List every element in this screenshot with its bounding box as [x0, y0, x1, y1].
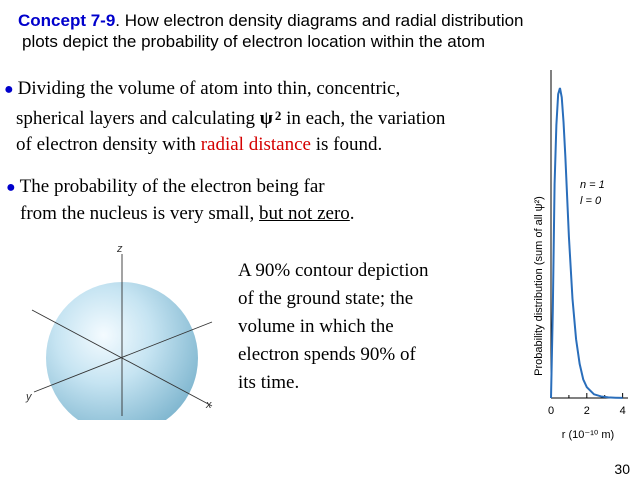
- caption-line: electron spends 90% of: [238, 344, 416, 365]
- annotation-l: l = 0: [580, 195, 602, 207]
- bullet-dot-icon: ●: [4, 81, 14, 98]
- title-line1: . How electron density diagrams and radial distribution: [115, 11, 524, 30]
- chart-ylabel: Probability distribution (sum of all ψ²): [533, 196, 545, 376]
- chart-x-tick-label: 2: [583, 405, 590, 417]
- slide-title: [18, 10, 638, 52]
- caption-line: volume in which the: [238, 316, 394, 337]
- chart-xlabel: r (10⁻¹⁰ m): [561, 429, 615, 441]
- caption-line: its time.: [238, 372, 300, 393]
- sphere-caption: [238, 257, 488, 397]
- caption-line: A 90% contour depiction: [238, 260, 429, 281]
- bullet-1-line2-post: in each, the variation: [281, 108, 446, 129]
- not-zero-term: but not zero: [259, 203, 350, 224]
- x-axis-label: x: [206, 399, 212, 411]
- page-number: 30: [614, 461, 630, 477]
- bullet-dot-icon: ●: [6, 179, 16, 196]
- bullet-1: [4, 76, 534, 158]
- bullet-1-line3-post: is found.: [310, 134, 383, 155]
- annotation-n: n = 1: [580, 179, 605, 191]
- psi-symbol: ψ: [259, 108, 273, 129]
- bullet-2-line2-post: .: [349, 203, 355, 224]
- bullet-1-line3-pre: of electron density with: [16, 134, 201, 155]
- caption-line: of the ground state; the: [238, 288, 414, 309]
- orbital-sphere-diagram: [20, 240, 230, 420]
- radial-probability-curve: [551, 88, 623, 398]
- title-line2: plots depict the probability of electron location within the atom: [22, 32, 486, 51]
- bullet-2-line1: The probability of the electron being far: [19, 176, 325, 197]
- bullet-1-line1: Dividing the volume of atom into thin, concentric,: [17, 78, 401, 99]
- concept-label: Concept 7-9: [18, 11, 116, 30]
- psi-superscript: 2: [274, 108, 282, 123]
- radial-distance-term: radial distance: [200, 134, 311, 155]
- bullet-2-line2-pre: from the nucleus is very small,: [20, 203, 260, 224]
- bullet-2: [6, 174, 436, 227]
- y-axis-label: y: [26, 391, 32, 403]
- chart-x-tick-label: 0: [547, 405, 555, 417]
- chart-x-tick-label: 4: [619, 405, 626, 417]
- radial-distribution-chart: [520, 66, 632, 450]
- bullet-1-line2-pre: spherical layers and calculating: [16, 108, 260, 129]
- z-axis-label: z: [117, 243, 123, 255]
